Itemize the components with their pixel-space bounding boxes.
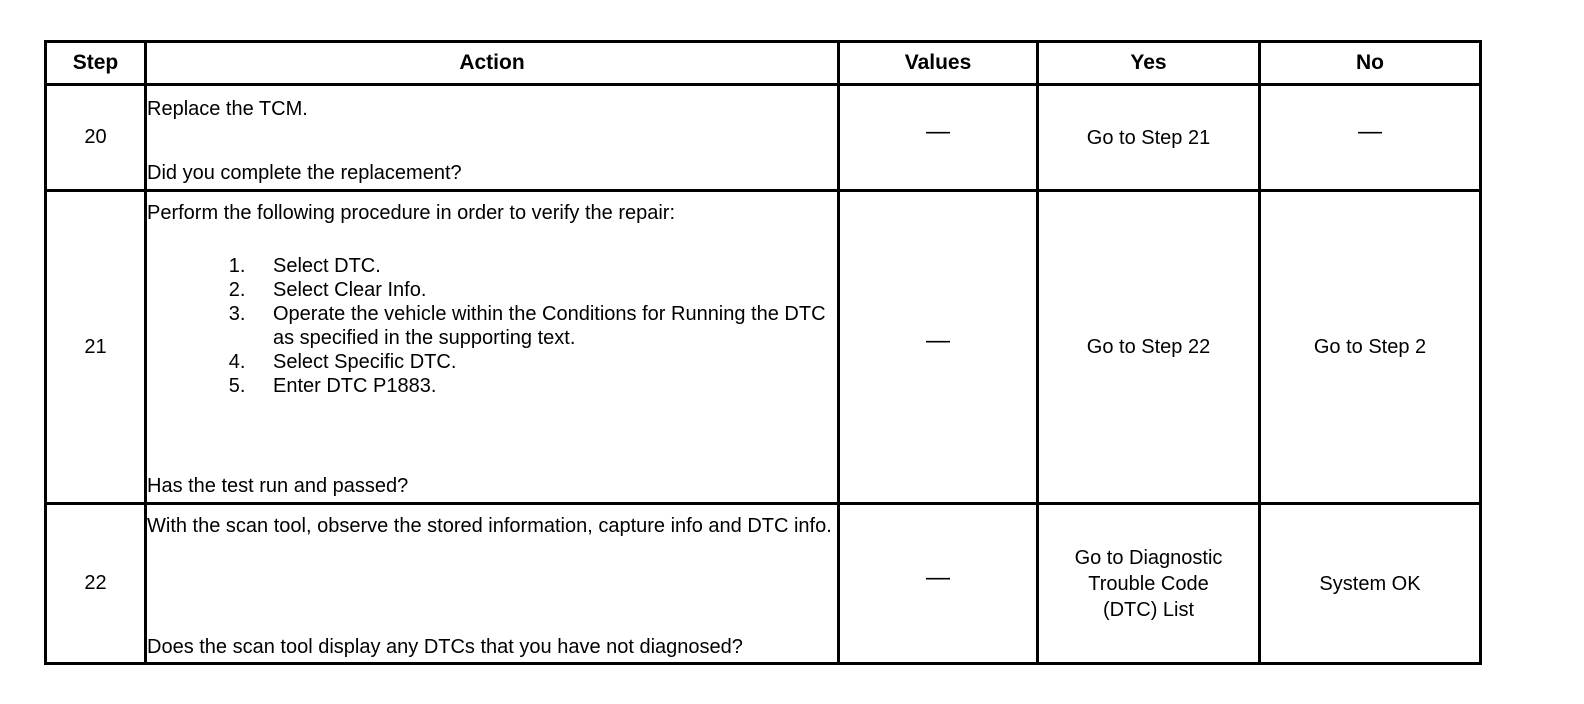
action-cell (146, 85, 839, 191)
table-row (46, 191, 1481, 504)
action-text: With the scan tool, observe the stored information, capture info and DTC info. (147, 515, 832, 537)
action-text: Perform the following procedure in order to verify the repair: (147, 202, 676, 224)
procedure-step: 2. Select Clear Info. (251, 278, 837, 302)
procedure-step: 5. Enter DTC P1883. (251, 374, 837, 398)
no-link[interactable]: Go to Step 2 (1260, 191, 1481, 504)
yes-link-line: Trouble Code (1088, 572, 1209, 595)
header-no: No (1260, 42, 1481, 85)
step-number: 20 (46, 85, 146, 191)
action-cell (146, 191, 839, 504)
header-row (46, 42, 1481, 85)
header-action: Action (146, 42, 839, 85)
header-step: Step (46, 42, 146, 85)
values-dash: — (926, 117, 950, 145)
step-number: 22 (46, 504, 146, 664)
yes-link[interactable] (1038, 504, 1260, 664)
procedure-step: 4. Select Specific DTC. (251, 350, 837, 374)
no-cell (1260, 85, 1481, 191)
action-question: Does the scan tool display any DTCs that you have not diagnosed? (147, 636, 743, 658)
step-number: 21 (46, 191, 146, 504)
procedure-step: 3. Operate the vehicle within the Conditions for Running the DTC as specified in the supporting text. (251, 302, 837, 350)
values-cell (839, 85, 1038, 191)
yes-link-line: Go to Diagnostic (1074, 546, 1223, 569)
action-cell (146, 504, 839, 664)
values-cell (839, 191, 1038, 504)
action-question: Has the test run and passed? (147, 475, 409, 497)
action-text: Replace the TCM. (147, 98, 308, 120)
no-link[interactable]: System OK (1260, 504, 1481, 664)
table-row (46, 85, 1481, 191)
yes-link[interactable]: Go to Step 22 (1038, 191, 1260, 504)
yes-link[interactable]: Go to Step 21 (1038, 85, 1260, 191)
table-row (46, 504, 1481, 664)
values-dash: — (926, 327, 950, 354)
values-cell (839, 504, 1038, 664)
values-dash: — (926, 563, 950, 591)
header-yes: Yes (1038, 42, 1260, 85)
no-dash: — (1358, 117, 1382, 145)
action-question: Did you complete the replacement? (147, 162, 462, 184)
procedure-list (147, 254, 837, 398)
yes-link-line: (DTC) List (1102, 598, 1195, 621)
diagnostic-table (44, 40, 1482, 665)
header-values: Values (839, 42, 1038, 85)
procedure-step: 1. Select DTC. (251, 254, 837, 278)
